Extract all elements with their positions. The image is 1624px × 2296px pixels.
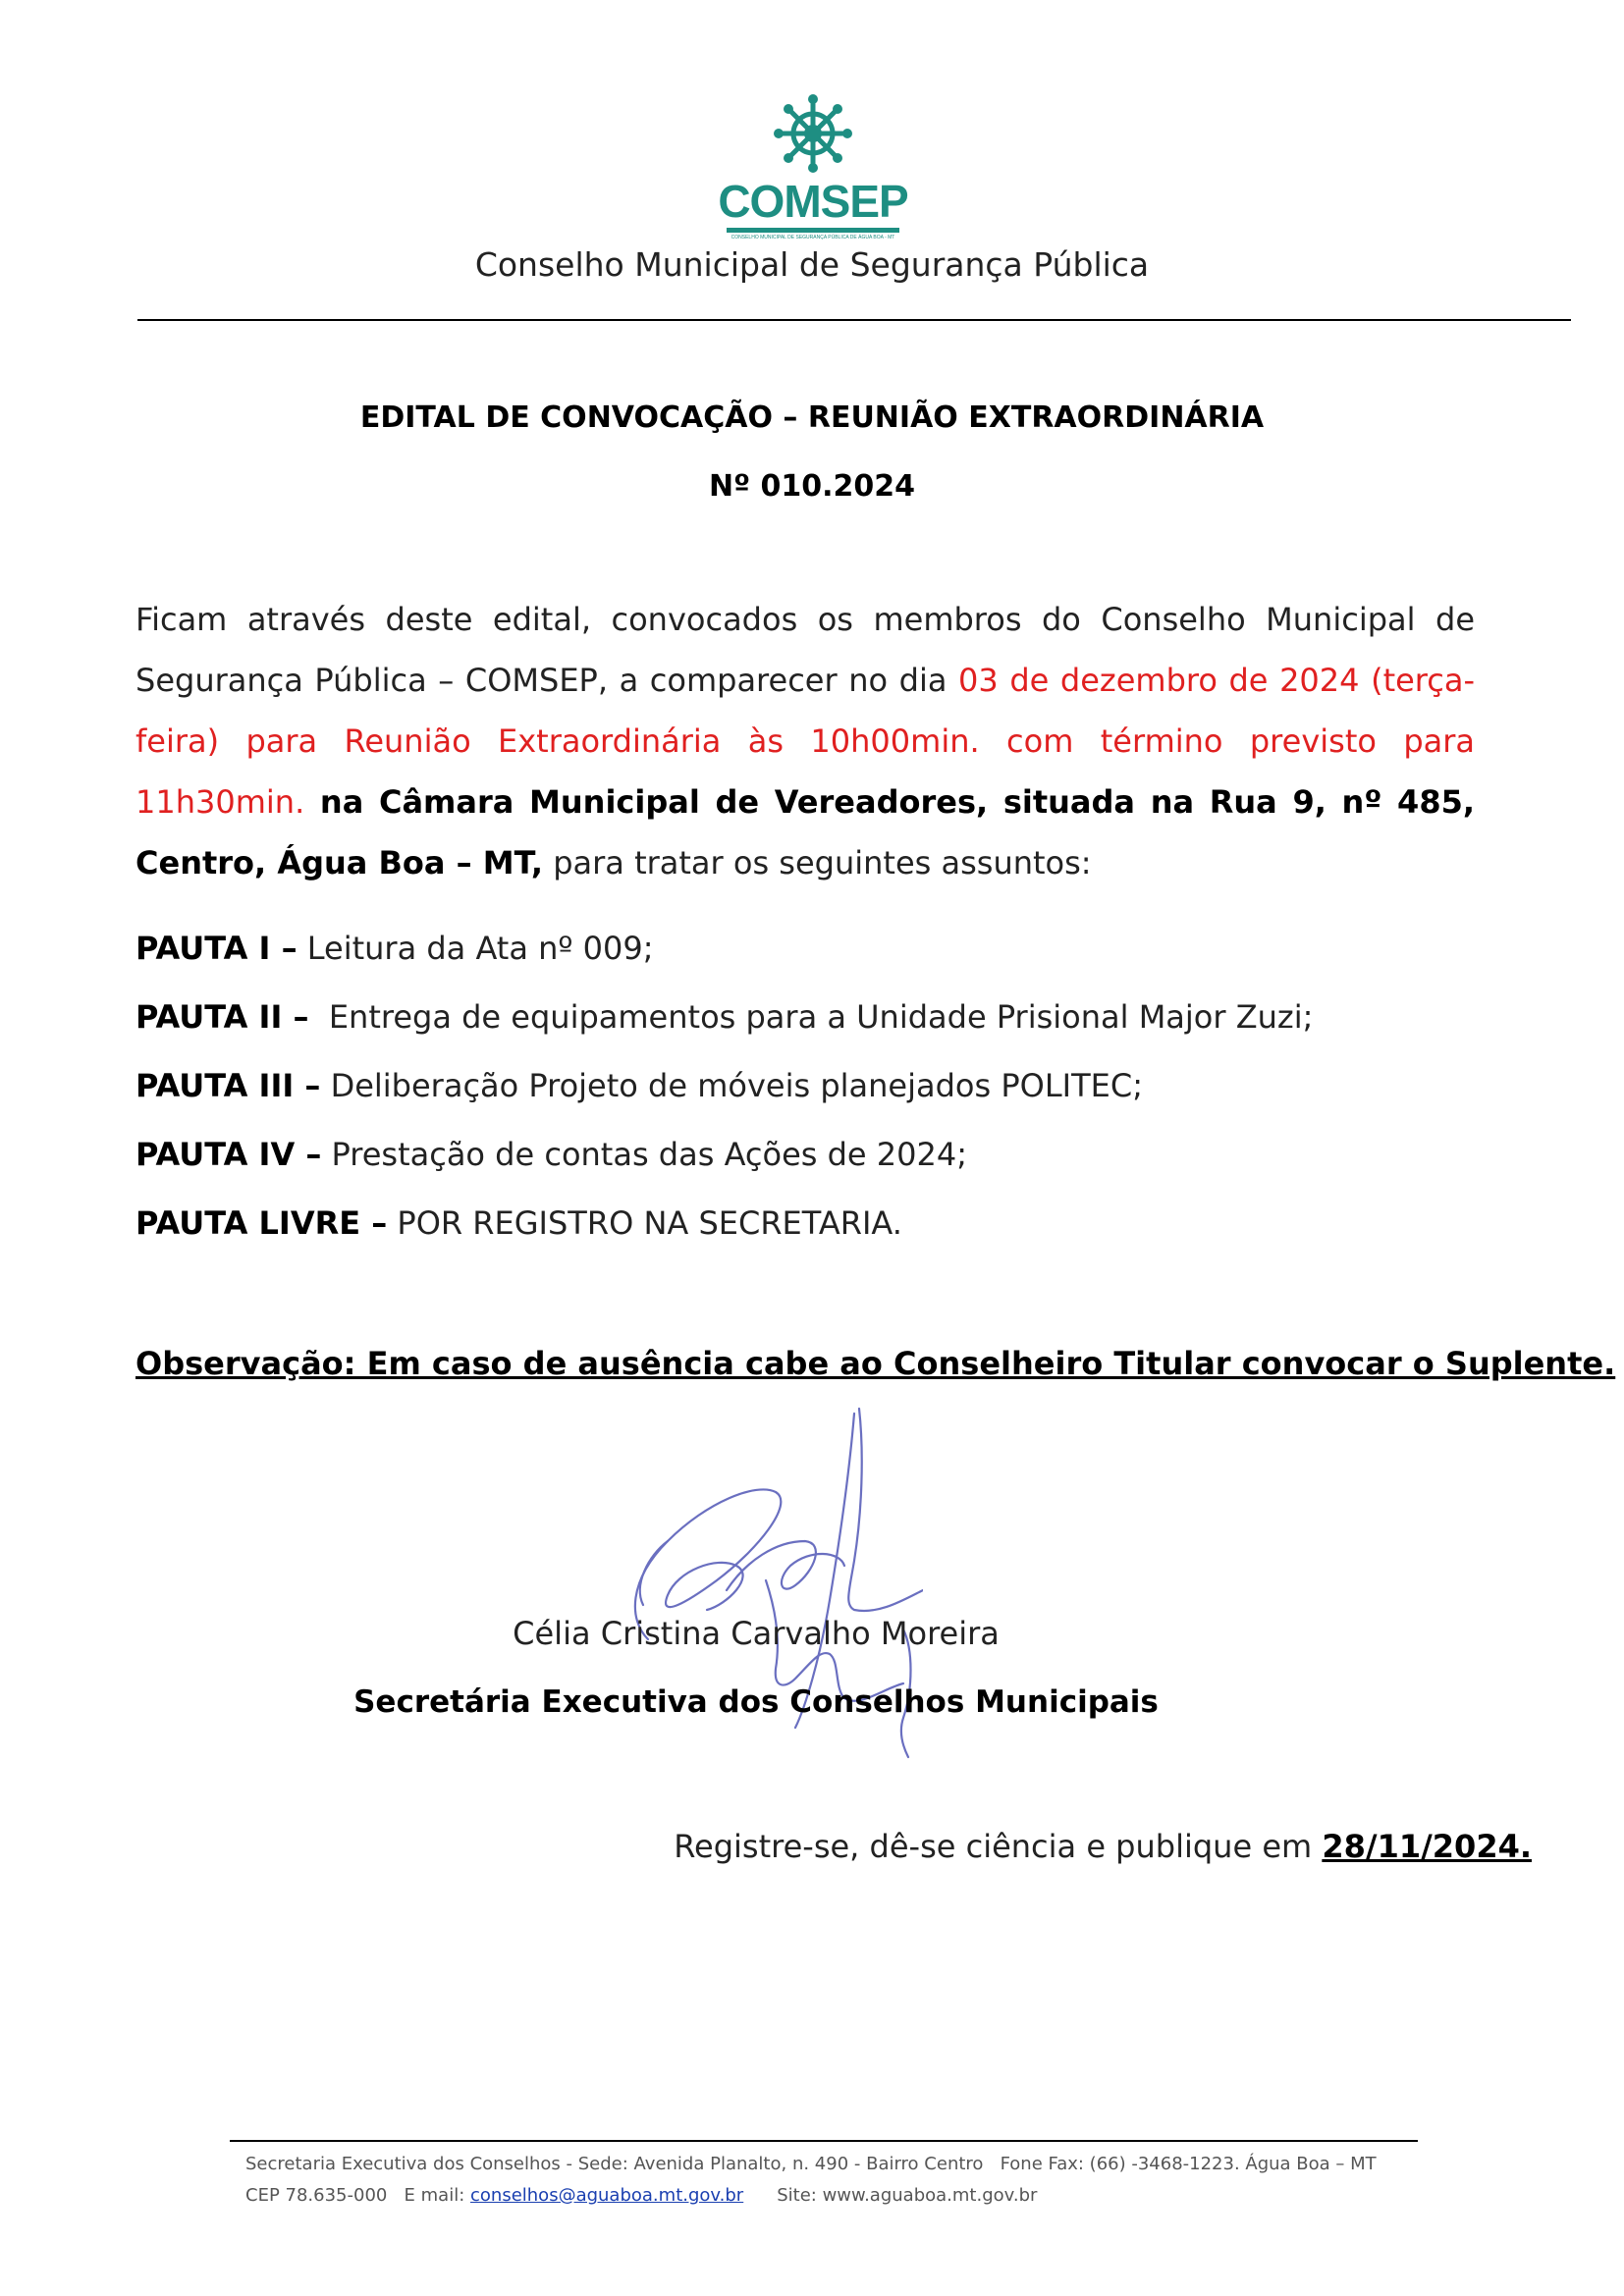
- council-name: Conselho Municipal de Segurança Pública: [474, 245, 1150, 284]
- document-title: EDITAL DE CONVOCAÇÃO – REUNIÃO EXTRAORDINÁRIA: [359, 400, 1265, 435]
- convocation-paragraph: [135, 589, 1475, 893]
- agenda-item: [135, 929, 1510, 968]
- agenda-text: POR REGISTRO NA SECRETARIA.: [387, 1204, 902, 1242]
- agenda-text: Prestação de contas das Ações de 2024;: [321, 1136, 967, 1173]
- footer-contact: [245, 2185, 1037, 2206]
- logo-wordmark: COMSEP: [718, 176, 908, 227]
- registration-line: [0, 1828, 1532, 1865]
- document-number: Nº 010.2024: [709, 469, 915, 504]
- agenda-label: PAUTA I –: [135, 930, 298, 967]
- agenda-label: PAUTA IV –: [135, 1136, 322, 1173]
- agenda-label: PAUTA III –: [135, 1067, 321, 1104]
- footer-site: Site: www.aguaboa.mt.gov.br: [777, 2185, 1038, 2206]
- agenda-text: Entrega de equipamentos para a Unidade Prisional Major Zuzi;: [308, 998, 1314, 1036]
- footer-email-label: E mail:: [404, 2185, 465, 2206]
- observation-note: Observação: Em caso de ausência cabe ao Conselheiro Titular convocar o Suplente.: [135, 1345, 1616, 1382]
- agenda-item: [135, 997, 1510, 1037]
- agenda-label: PAUTA LIVRE –: [135, 1204, 388, 1242]
- logo-subtext: CONSELHO MUNICIPAL DE SEGURANÇA PÚBLICA DE ÁGUA BOA - MT: [731, 235, 895, 240]
- logo-underline: [727, 228, 899, 233]
- agenda-text: Deliberação Projeto de móveis planejados POLITEC;: [320, 1067, 1143, 1104]
- header-divider: [137, 319, 1571, 321]
- registration-date: 28/11/2024.: [1322, 1828, 1532, 1865]
- footer-cep: CEP 78.635-000: [245, 2185, 388, 2206]
- meeting-location: na Câmara Municipal de Vereadores, situada na Rua 9, nº 485, Centro, Água Boa – MT,: [135, 783, 1475, 881]
- comsep-logo: [715, 94, 911, 240]
- signer-role: Secretária Executiva dos Conselhos Municipais: [353, 1684, 1159, 1720]
- footer-divider: [230, 2140, 1418, 2142]
- paragraph-intro: Ficam através deste edital, convocados os membros do Conselho Municipal de Segurança Pública – COMSEP, a comparecer no dia: [135, 601, 1475, 699]
- meeting-date-time: 03 de dezembro de 2024 (terça-feira) para Reunião Extraordinária às 10h00min. com término previsto para 11h30min.: [135, 662, 1476, 821]
- signer-name: Célia Cristina Carvalho Moreira: [513, 1615, 1000, 1652]
- agenda-item: [135, 1135, 1510, 1174]
- registration-text: Registre-se, dê-se ciência e publique em: [674, 1828, 1323, 1865]
- footer-address: Secretaria Executiva dos Conselhos - Sede: Avenida Planalto, n. 490 - Bairro Centro Fone Fax: (66) -3468-1223. Água Boa – MT: [245, 2154, 1377, 2174]
- agenda-text: Leitura da Ata nº 009;: [297, 930, 654, 967]
- ship-wheel-icon: [774, 94, 852, 173]
- paragraph-closing: para tratar os seguintes assuntos:: [543, 844, 1092, 881]
- agenda-item: [135, 1203, 1510, 1243]
- footer-email-link[interactable]: conselhos@aguaboa.mt.gov.br: [470, 2185, 744, 2206]
- agenda-item: [135, 1066, 1510, 1105]
- agenda-label: PAUTA II –: [135, 998, 309, 1036]
